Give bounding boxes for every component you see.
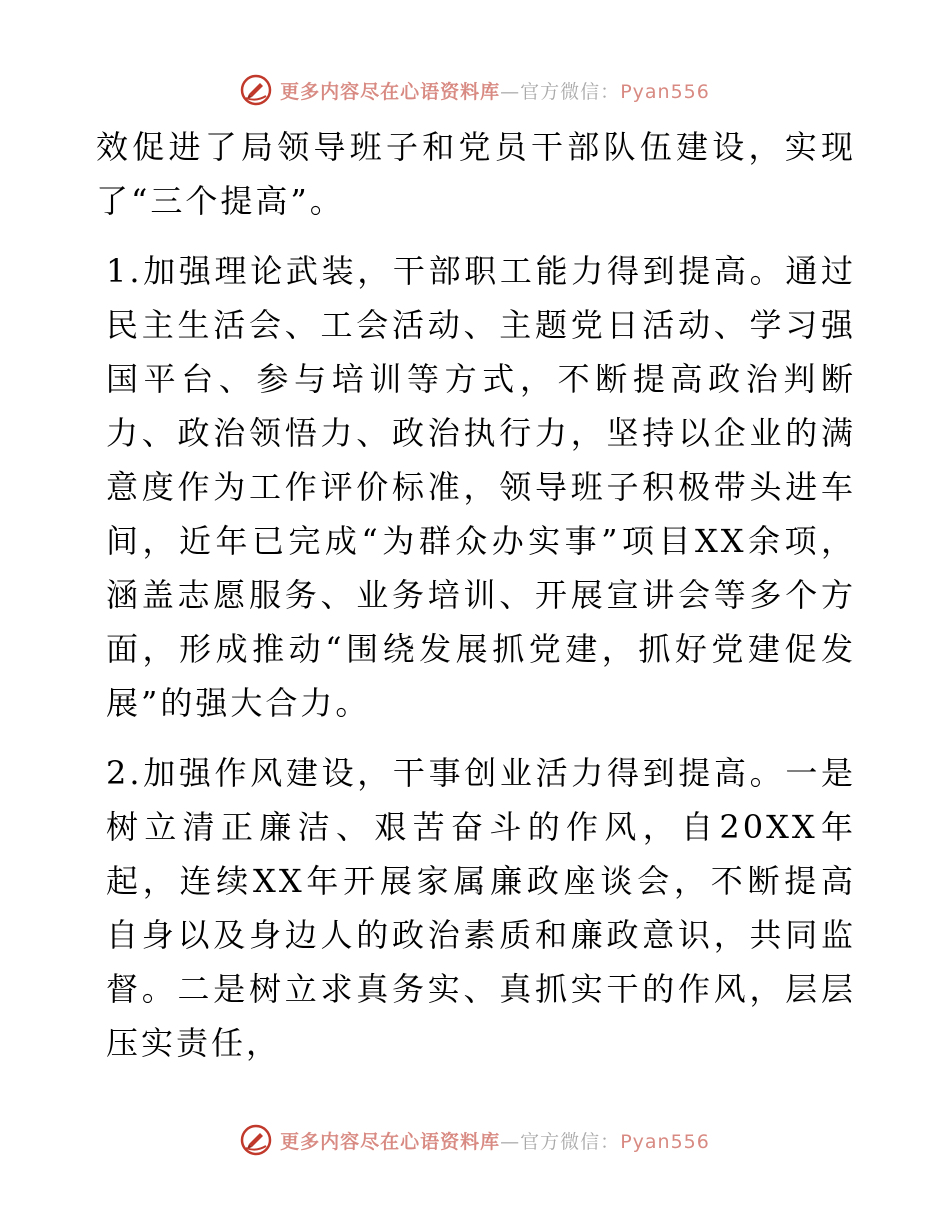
footer-watermark: [0, 1120, 950, 1160]
watermark-text: 更多内容尽在心语资料库—官方微信：Pyan556: [280, 80, 710, 103]
header-watermark: [0, 70, 950, 110]
paragraph-item-2: 2.加强作风建设，干事创业活力得到提高。一是树立清正廉洁、艰苦奋斗的作风，自20XX年起，连续XX年开展家属廉政座谈会，不断提高自身以及身边人的政治素质和廉政意识，共同监督。二是树立求真务实、真抓实干的作风，层层压实责任，: [106, 754, 856, 1062]
book-pen-logo-icon: [240, 1124, 272, 1156]
book-pen-logo-icon: [240, 74, 272, 106]
document-body: [96, 120, 856, 1070]
paragraph-intro: 效促进了局领导班子和党员干部队伍建设，实现了“三个提高”。: [96, 128, 856, 220]
paragraph-item-1: 1.加强理论武装，干部职工能力得到提高。通过民主生活会、工会活动、主题党日活动、学习强国平台、参与培训等方式，不断提高政治判断力、政治领悟力、政治执行力，坚持以企业的满意度作为工作评价标准，领导班子积极带头进车间，近年已完成“为群众办实事”项目XX余项，涵盖志愿服务、业务培训、开展宣讲会等多个方面，形成推动“围绕发展抓党建，抓好党建促发展”的强大合力。: [106, 252, 856, 722]
watermark-text: 更多内容尽在心语资料库—官方微信：Pyan556: [280, 1130, 710, 1153]
